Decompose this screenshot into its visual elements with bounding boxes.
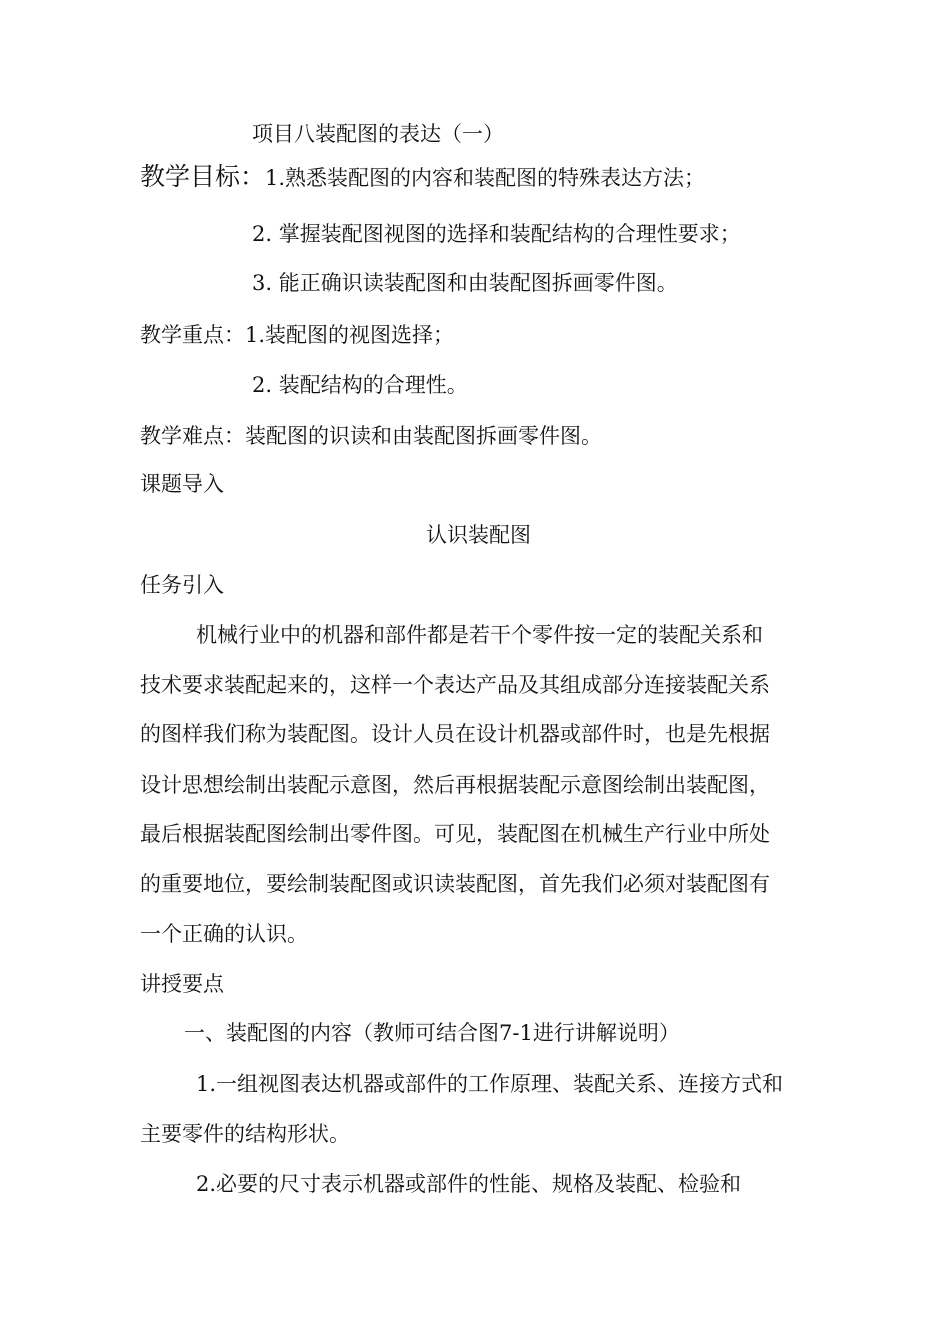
item-2-line-1: 2.必要的尺寸表示机器或部件的性能、规格及装配、检验和 — [196, 1172, 742, 1196]
document-title: 项目八装配图的表达（一） — [252, 122, 504, 146]
goals-line-1 — [140, 163, 705, 192]
paragraph-line-3: 的图样我们称为装配图。设计人员在设计机器或部件时，也是先根据 — [140, 722, 770, 746]
difficulty-line: 教学难点：装配图的识读和由装配图拆画零件图。 — [140, 424, 602, 448]
paragraph-line-2: 技术要求装配起来的，这样一个表达产品及其组成部分连接装配关系 — [140, 673, 770, 697]
key-points-heading: 讲授要点 — [140, 972, 224, 996]
goals-label: 教学目标： — [140, 162, 266, 191]
paragraph-line-1: 机械行业中的机器和部件都是若干个零件按一定的装配关系和 — [196, 623, 763, 647]
goal-2: 2. 掌握装配图视图的选择和装配结构的合理性要求； — [252, 222, 741, 246]
paragraph-line-7: 一个正确的认识。 — [140, 922, 308, 946]
item-1-line-1: 1.一组视图表达机器或部件的工作原理、装配关系、连接方式和 — [196, 1072, 784, 1096]
item-1-line-2: 主要零件的结构形状。 — [140, 1122, 350, 1146]
focus-label: 教学重点： — [140, 323, 245, 347]
focus-2: 2. 装配结构的合理性。 — [252, 373, 468, 397]
paragraph-line-4: 设计思想绘制出装配示意图，然后再根据装配示意图绘制出装配图， — [140, 773, 770, 797]
intro-heading: 课题导入 — [140, 472, 224, 496]
paragraph-line-5: 最后根据装配图绘制出零件图。可见，装配图在机械生产行业中所处 — [140, 822, 770, 846]
task-heading: 任务引入 — [140, 573, 224, 597]
section-title: 认识装配图 — [426, 523, 531, 547]
paragraph-line-6: 的重要地位，要绘制装配图或识读装配图，首先我们必须对装配图有 — [140, 872, 770, 896]
focus-line-1 — [140, 321, 454, 349]
subsection-1: 一、装配图的内容（教师可结合图7-1进行讲解说明） — [184, 1021, 680, 1045]
focus-1: 1.装配图的视图选择； — [245, 323, 455, 347]
goal-3: 3. 能正确识读装配图和由装配图拆画零件图。 — [252, 271, 678, 295]
goal-1: 1.熟悉装配图的内容和装配图的特殊表达方法； — [265, 166, 706, 190]
